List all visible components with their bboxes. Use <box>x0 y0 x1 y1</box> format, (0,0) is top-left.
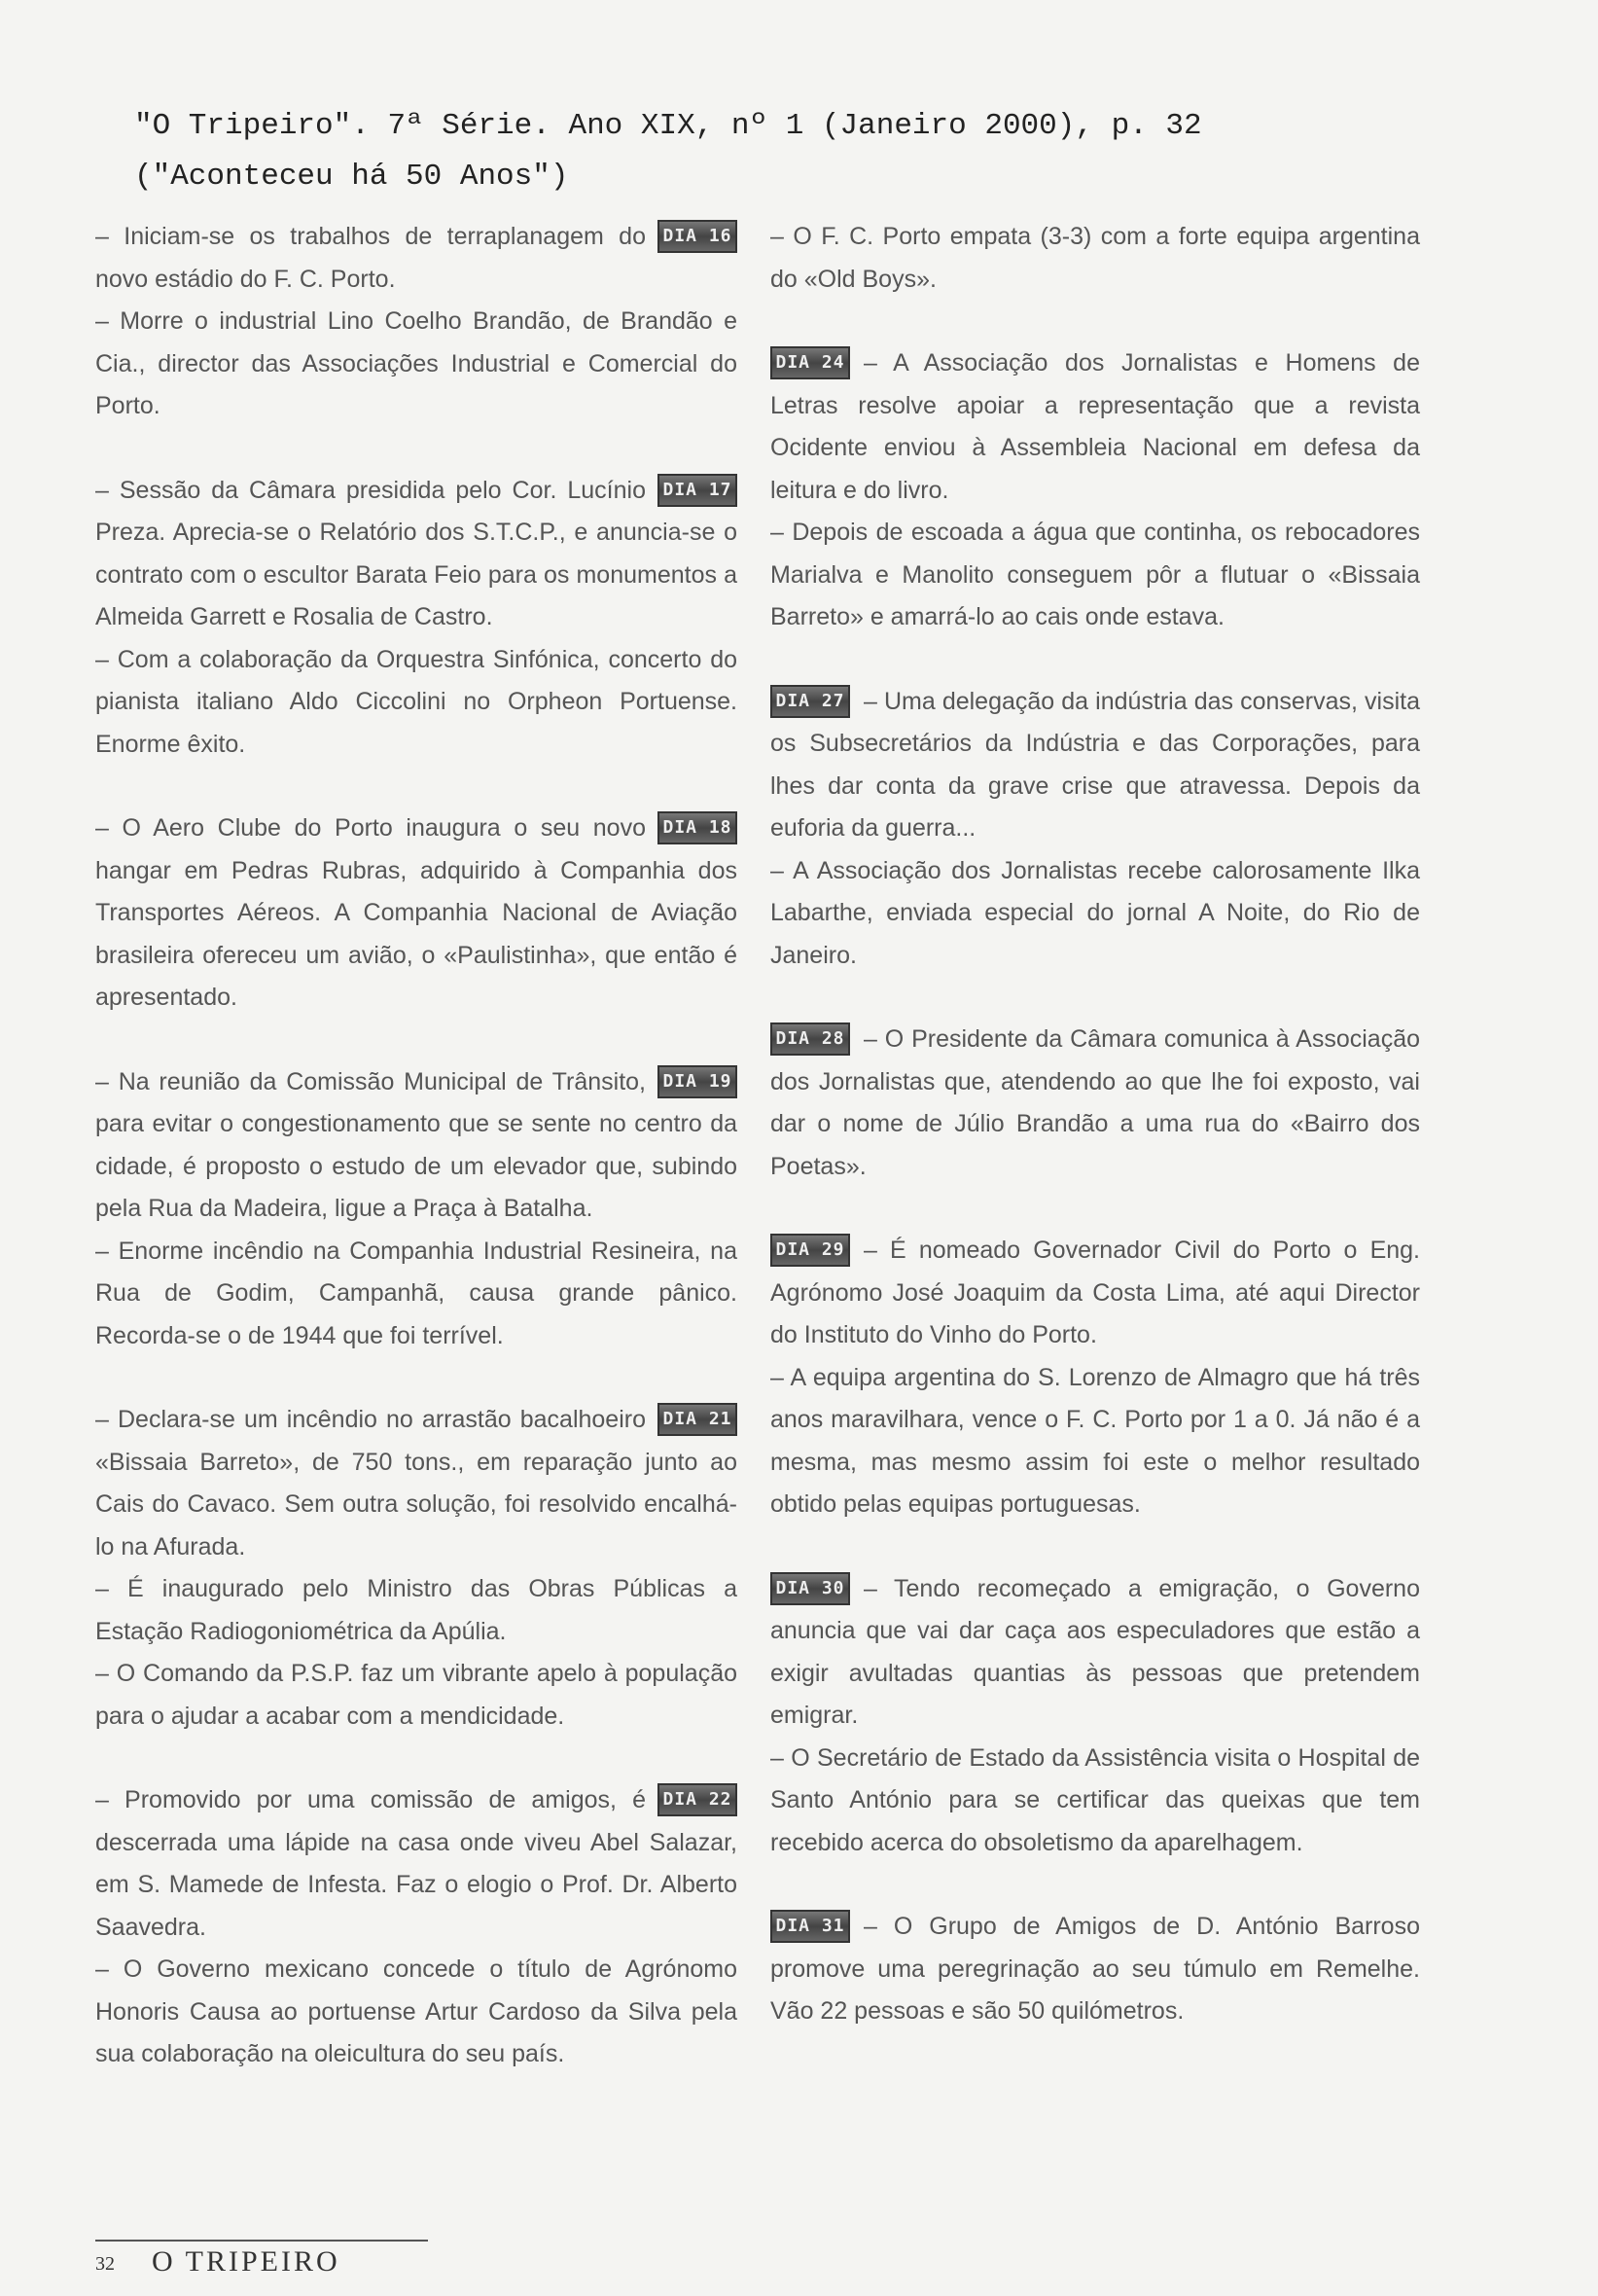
entry-paragraph: – Uma delegação da indústria das conservas, visita os Subsecretários da Indústria e das Corporações, para lhes dar conta da grave crise que atravessa. Depois da euforia da guerra... <box>770 687 1420 842</box>
day-entry <box>770 681 1420 978</box>
footer-rule <box>95 2240 428 2242</box>
entry-paragraph: – O Governo mexicano concede o título de Agrónomo Honoris Causa ao portuense Artur Cardoso da Silva pela sua colaboração na oleicultura do seu país. <box>95 1955 737 2067</box>
citation-line-1: "O Tripeiro". 7ª Série. Ano XIX, nº 1 (Janeiro 2000), p. 32 <box>134 109 1202 143</box>
day-badge: DIA 16 <box>657 220 737 253</box>
day-entry <box>95 1061 737 1358</box>
entry-paragraph: – Com a colaboração da Orquestra Sinfónica, concerto do pianista italiano Aldo Ciccolini no Orpheon Portuense. Enorme êxito. <box>95 645 737 758</box>
day-badge: DIA 31 <box>770 1910 850 1943</box>
day-entry <box>770 1019 1420 1188</box>
day-badge: DIA 29 <box>770 1234 850 1267</box>
entry-paragraph: – Na reunião da Comissão Municipal de Trânsito, para evitar o congestionamento que se sente no centro da cidade, é proposto o estudo de um elevador que, subindo pela Rua da Madeira, ligue a Praça à Batalha. <box>95 1067 737 1222</box>
right-column <box>770 216 1420 2075</box>
entry-paragraph: – É inaugurado pelo Ministro das Obras Públicas a Estação Radiogoniométrica da Apúlia. <box>95 1575 737 1645</box>
entry-paragraph: – O Comando da P.S.P. faz um vibrante apelo à população para o ajudar a acabar com a mendicidade. <box>95 1660 737 1730</box>
day-badge: DIA 30 <box>770 1572 850 1605</box>
day-badge: DIA 27 <box>770 685 850 718</box>
day-entry <box>95 1399 737 1738</box>
day-entry <box>95 1779 737 2076</box>
publication-title: O TRIPEIRO <box>152 2245 340 2278</box>
entry-paragraph: – Promovido por uma comissão de amigos, é descerrada uma lápide na casa onde viveu Abel Salazar, em S. Mamede de Infesta. Faz o elogio o Prof. Dr. Alberto Saavedra. <box>95 1786 737 1941</box>
entry-paragraph: – Declara-se um incêndio no arrastão bacalhoeiro «Bissaia Barreto», de 750 tons., em reparação junto ao Cais do Cavaco. Sem outra solução, foi resolvido encalhá-lo na Afurada. <box>95 1406 737 1561</box>
day-badge: DIA 28 <box>770 1022 850 1056</box>
left-column <box>95 216 737 2118</box>
citation-line-2: ("Aconteceu há 50 Anos") <box>134 160 569 194</box>
entry-paragraph: – Morre o industrial Lino Coelho Brandão, de Brandão e Cia., director das Associações Industrial e Comercial do Porto. <box>95 307 737 419</box>
day-badge: DIA 21 <box>657 1403 737 1436</box>
entry-paragraph: – O Secretário de Estado da Assistência visita o Hospital de Santo António para se certificar das queixas que tem recebido acerca do obsoletismo da aparelhagem. <box>770 1743 1420 1856</box>
day-badge: DIA 18 <box>657 811 737 844</box>
entry-paragraph: – Tendo recomeçado a emigração, o Governo anuncia que vai dar caça aos especuladores que estão a exigir avultadas quantias às pessoas que pretendem emigrar. <box>770 1574 1420 1729</box>
day-entry <box>770 1568 1420 1865</box>
entry-paragraph: – É nomeado Governador Civil do Porto o Eng. Agrónomo José Joaquim da Costa Lima, até aqui Director do Instituto do Vinho do Porto. <box>770 1237 1420 1348</box>
page-number: 32 <box>95 2253 115 2275</box>
day-entry <box>770 1906 1420 2033</box>
entry-paragraph: – O Presidente da Câmara comunica à Associação dos Jornalistas que, atendendo ao que lhe foi exposto, vai dar o nome de Júlio Brandão a uma rua do «Bairro dos Poetas». <box>770 1025 1420 1180</box>
entry-paragraph: – Enorme incêndio na Companhia Industrial Resineira, na Rua de Godim, Campanhã, causa grande pânico. Recorda-se o de 1944 que foi terrível. <box>95 1237 737 1349</box>
day-badge: DIA 17 <box>657 474 737 507</box>
day-badge: DIA 22 <box>657 1783 737 1816</box>
day-entry <box>95 807 737 1020</box>
day-entry <box>770 216 1420 301</box>
day-entry <box>770 1230 1420 1526</box>
entry-paragraph: – Iniciam-se os trabalhos de terraplanagem do novo estádio do F. C. Porto. <box>95 223 646 293</box>
entry-paragraph: – A equipa argentina do S. Lorenzo de Almagro que há três anos maravilhara, vence o F. C. Porto por 1 a 0. Já não é a mesma, mas mesmo assim foi este o melhor resultado obtido pelas equipas portuguesas. <box>770 1363 1420 1518</box>
entry-paragraph: – A Associação dos Jornalistas recebe calorosamente Ilka Labarthe, enviada especial do jornal A Noite, do Rio de Janeiro. <box>770 856 1420 969</box>
entry-paragraph: – O Grupo de Amigos de D. António Barroso promove uma peregrinação ao seu túmulo em Remelhe. Vão 22 pessoas e são 50 quilómetros. <box>770 1913 1420 2025</box>
entry-paragraph: – Sessão da Câmara presidida pelo Cor. Lucínio Preza. Aprecia-se o Relatório dos S.T.C.P., e anuncia-se o contrato com o escultor Barata Feio para os monumentos a Almeida Garrett e Rosalia de Castro. <box>95 476 737 630</box>
entry-paragraph: – O F. C. Porto empata (3-3) com a forte equipa argentina do «Old Boys». <box>770 223 1420 293</box>
entry-paragraph: – Depois de escoada a água que continha, os rebocadores Marialva e Manolito conseguem pôr a flutuar o «Bissaia Barreto» e amarrá-lo ao cais onde estava. <box>770 519 1420 630</box>
day-entry <box>770 342 1420 639</box>
citation-header <box>134 101 1202 202</box>
day-badge: DIA 19 <box>657 1065 737 1098</box>
entry-paragraph: – O Aero Clube do Porto inaugura o seu novo hangar em Pedras Rubras, adquirido à Companhia dos Transportes Aéreos. A Companhia Nacional de Aviação brasileira ofereceu um avião, o «Paulistinha», que então é apresentado. <box>95 814 737 1011</box>
entry-paragraph: – A Associação dos Jornalistas e Homens de Letras resolve apoiar a representação que a revista Ocidente enviou à Assembleia Nacional em defesa da leitura e do livro. <box>770 349 1420 504</box>
day-entry <box>95 470 737 767</box>
day-badge: DIA 24 <box>770 346 850 379</box>
day-entry <box>95 216 737 428</box>
